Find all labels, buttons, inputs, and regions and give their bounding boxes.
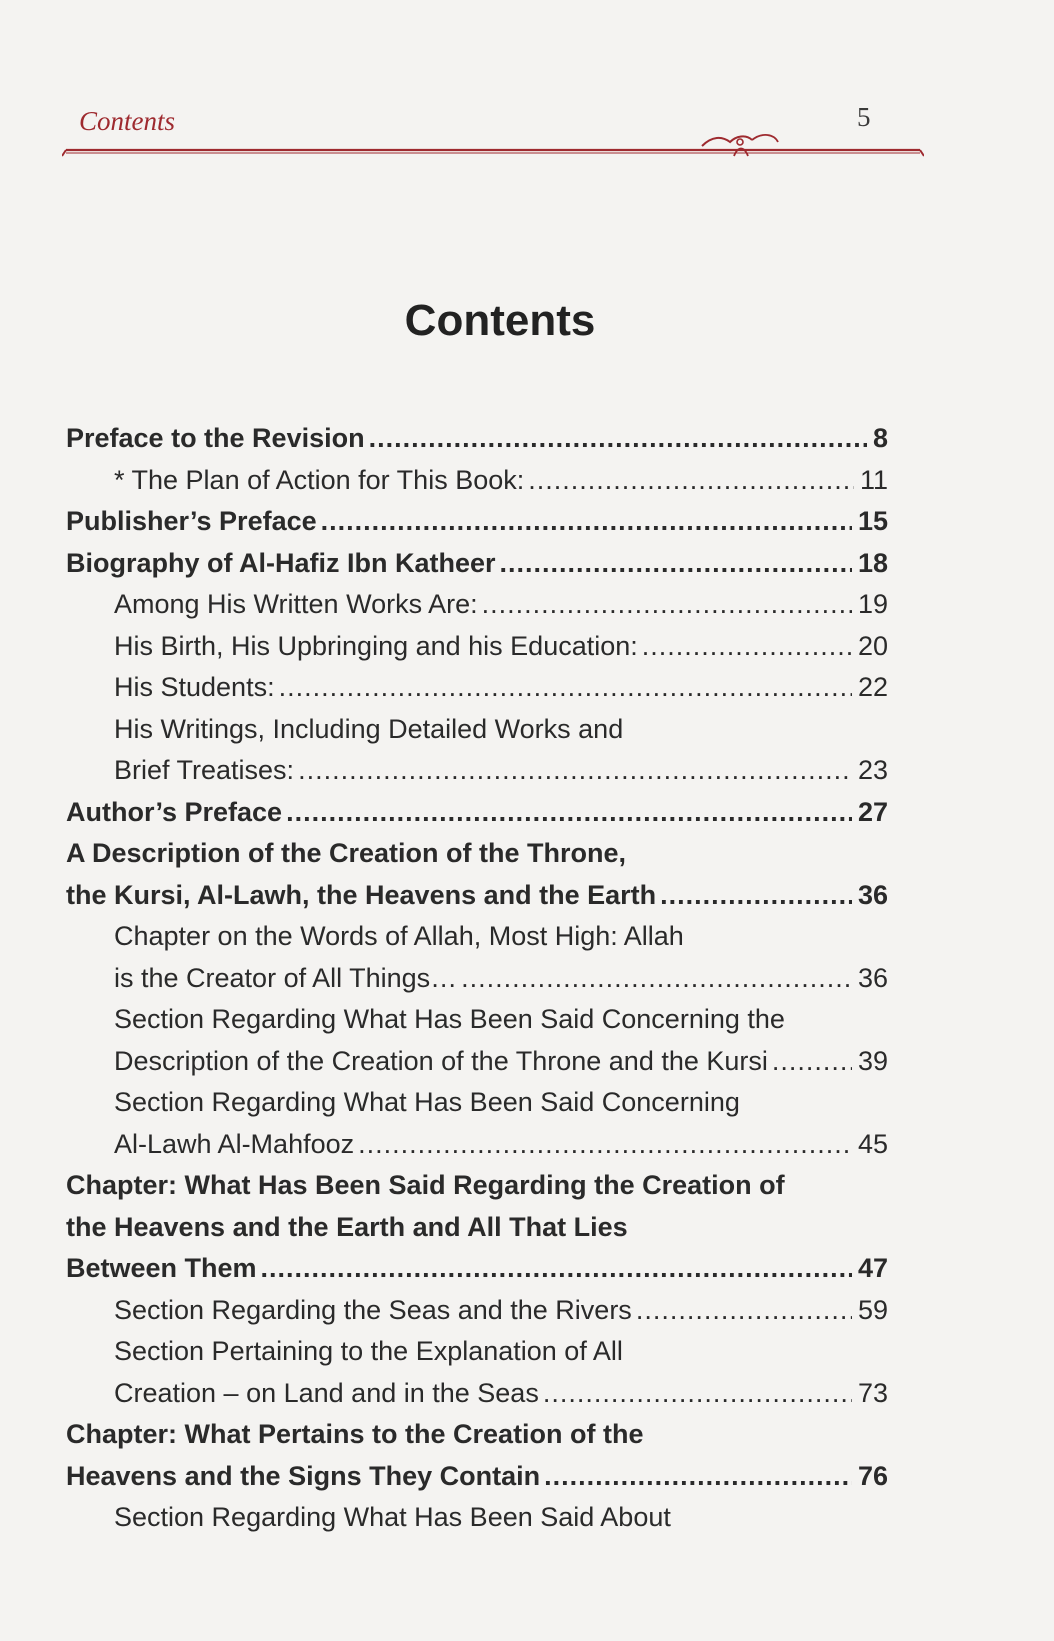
toc-entry-text: A Description of the Creation of the Throne, bbox=[66, 838, 627, 868]
toc-entry-text: Heavens and the Signs They Contain bbox=[66, 1460, 541, 1491]
toc-entry bbox=[66, 1207, 888, 1249]
toc-entry bbox=[66, 1041, 888, 1083]
leader-dots bbox=[528, 460, 854, 502]
toc-entry bbox=[66, 709, 888, 751]
toc-entry-page: 73 bbox=[857, 1377, 888, 1408]
toc-entry bbox=[66, 1165, 888, 1207]
toc-entry-text: Section Regarding What Has Been Said Concerning bbox=[114, 1087, 740, 1117]
leader-dots bbox=[482, 584, 852, 626]
toc-entry-text: Chapter: What Pertains to the Creation of the bbox=[66, 1419, 644, 1449]
page-number: 5 bbox=[857, 102, 871, 132]
toc-entry bbox=[66, 1456, 888, 1498]
toc-entry bbox=[66, 667, 888, 709]
toc-entry-page: 19 bbox=[857, 589, 888, 619]
toc-entry-text: Section Pertaining to the Explanation of All bbox=[114, 1336, 623, 1366]
toc-entry-text: Between Them bbox=[66, 1253, 257, 1283]
toc-entry-page: 8 bbox=[872, 423, 888, 453]
toc-entry bbox=[66, 626, 888, 668]
leader-dots bbox=[636, 1290, 852, 1332]
toc-entry-text: * The Plan of Action for This Book: bbox=[114, 464, 525, 495]
toc-entry-text: His Writings, Including Detailed Works and bbox=[114, 713, 624, 744]
toc-entry bbox=[66, 958, 888, 1000]
toc-entry-text: Publisher’s Preface bbox=[66, 506, 317, 536]
page-title: Contents bbox=[404, 296, 596, 345]
toc-entry-text: Among His Written Works Are: bbox=[114, 589, 478, 619]
toc-entry-text: His Birth, His Upbringing and his Education: bbox=[114, 630, 638, 661]
leader-dots bbox=[358, 1124, 852, 1166]
leader-dots bbox=[321, 501, 852, 543]
toc-entry-text: Preface to the Revision bbox=[66, 423, 365, 453]
leader-dots bbox=[772, 1041, 852, 1083]
toc-entry-page: 23 bbox=[857, 755, 888, 785]
toc-entry bbox=[66, 460, 888, 502]
toc-entry-page: 36 bbox=[857, 879, 888, 910]
toc-entry-page: 45 bbox=[857, 1128, 888, 1159]
toc-entry-text: Al-Lawh Al-Mahfooz bbox=[114, 1128, 355, 1159]
toc-entry-text: the Heavens and the Earth and All That Lies bbox=[66, 1211, 628, 1242]
leader-dots bbox=[286, 792, 852, 834]
toc-entry-page: 18 bbox=[857, 547, 888, 578]
toc-entry-page: 20 bbox=[857, 630, 888, 661]
toc-entry bbox=[66, 501, 888, 543]
toc-entry-text: Description of the Creation of the Throne and the Kursi bbox=[114, 1045, 768, 1076]
toc-entry bbox=[66, 584, 888, 626]
toc-entry bbox=[66, 875, 888, 917]
toc-entry-page: 15 bbox=[857, 506, 888, 536]
toc-entry-text: the Kursi, Al-Lawh, the Heavens and the Earth bbox=[66, 879, 657, 910]
toc-entry bbox=[66, 418, 888, 460]
running-title: Contents bbox=[79, 106, 176, 136]
toc-entry-text: Chapter on the Words of Allah, Most High: Allah bbox=[114, 921, 684, 951]
toc-entry-page: 47 bbox=[857, 1253, 888, 1283]
table-of-contents bbox=[66, 418, 888, 1539]
toc-entry bbox=[66, 916, 888, 958]
leader-dots bbox=[544, 1456, 852, 1498]
toc-entry-page: 11 bbox=[859, 464, 888, 495]
toc-entry bbox=[66, 543, 888, 585]
toc-entry bbox=[66, 1290, 888, 1332]
leader-dots bbox=[279, 667, 852, 709]
toc-entry-text: His Students: bbox=[114, 672, 275, 702]
toc-entry bbox=[66, 1497, 888, 1539]
toc-entry-page: 36 bbox=[857, 962, 888, 993]
leader-dots bbox=[261, 1248, 852, 1290]
toc-entry-text: Biography of Al-Hafiz Ibn Katheer bbox=[66, 547, 496, 578]
toc-entry-page: 27 bbox=[857, 796, 888, 827]
toc-entry-text: Brief Treatises: bbox=[114, 755, 295, 785]
toc-entry bbox=[66, 750, 888, 792]
toc-entry bbox=[66, 1373, 888, 1415]
leader-dots bbox=[369, 418, 867, 460]
leader-dots bbox=[461, 958, 852, 1000]
toc-entry-page: 39 bbox=[857, 1045, 888, 1076]
toc-entry bbox=[66, 1124, 888, 1166]
leader-dots bbox=[543, 1373, 852, 1415]
toc-entry-page: 22 bbox=[857, 672, 888, 702]
ornamental-rule bbox=[62, 128, 924, 168]
toc-entry-text: Creation – on Land and in the Seas bbox=[114, 1377, 539, 1408]
toc-entry-text: Section Regarding What Has Been Said About bbox=[114, 1502, 671, 1532]
toc-entry-text: Section Regarding the Seas and the Rivers bbox=[114, 1294, 632, 1325]
leader-dots bbox=[500, 543, 852, 585]
toc-entry-page: 59 bbox=[857, 1294, 888, 1325]
toc-entry bbox=[66, 1331, 888, 1373]
toc-entry-page: 76 bbox=[857, 1460, 888, 1491]
leader-dots bbox=[642, 626, 852, 668]
toc-entry-text: Chapter: What Has Been Said Regarding the Creation of bbox=[66, 1170, 785, 1200]
toc-entry bbox=[66, 833, 888, 875]
leader-dots bbox=[660, 875, 852, 917]
leader-dots bbox=[298, 750, 852, 792]
toc-entry-text: is the Creator of All Things… bbox=[114, 962, 458, 993]
toc-entry-text: Author’s Preface bbox=[66, 796, 283, 827]
toc-entry bbox=[66, 1414, 888, 1456]
toc-entry-text: Section Regarding What Has Been Said Concerning the bbox=[114, 1004, 785, 1034]
toc-entry bbox=[66, 792, 888, 834]
toc-entry bbox=[66, 1082, 888, 1124]
toc-entry bbox=[66, 999, 888, 1041]
toc-entry bbox=[66, 1248, 888, 1290]
